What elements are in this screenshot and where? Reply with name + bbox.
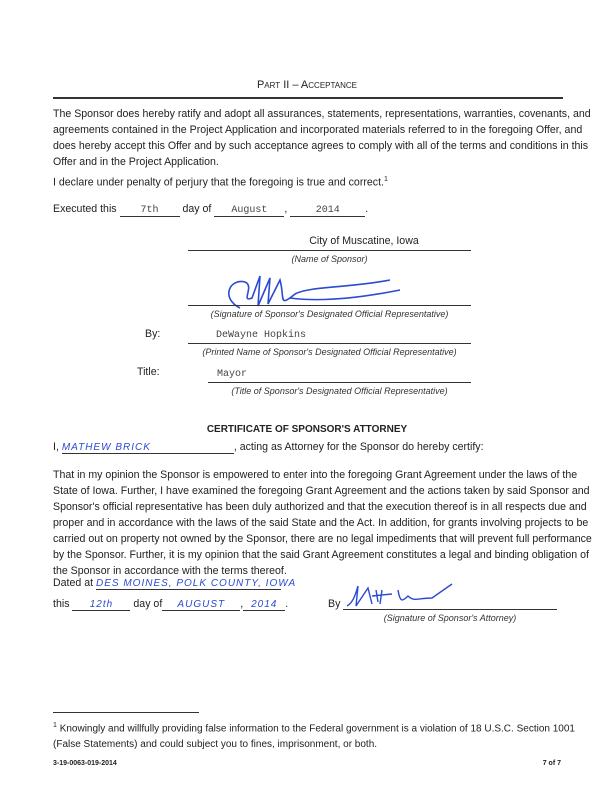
by-label: By: [145, 328, 161, 340]
printed-name-value[interactable]: DeWayne Hopkins [216, 330, 307, 341]
dated-at-line: Dated at DES MOINES, POLK COUNTY, IOWA [53, 577, 297, 589]
attorney-signature-caption: (Signature of Sponsor's Attorney) [383, 613, 517, 623]
sponsor-signature-caption: (Signature of Sponsor's Designated Official Representative) [210, 309, 449, 319]
footnote-rule [53, 712, 199, 713]
attorney-signature-line [343, 609, 557, 610]
attorney-name-field[interactable]: MATHEW BRICK [62, 442, 234, 454]
printed-name-line [188, 343, 471, 344]
title-label: Title: [137, 366, 160, 378]
sponsor-signature-line [188, 305, 471, 306]
executed-month-field[interactable]: August [214, 205, 284, 217]
certificate-paragraph: That in my opinion the Sponsor is empowered to enter into the foregoing Grant Agreement under the laws of the State of Iowa. Further, I have examined the foregoing Grant Agreement and the actions taken by said Sponsor and Sponsor's official representative has been duly authorized and that the execution thereof is in all respects due and proper and in accordance with the laws of the said State and the Act. In addition, for grants involving projects to be carried out on property not owned by the Sponsor, there are no legal impediments that will prevent full performance by the Sponsor. Further, it is my opinion that the said Grant Agreement constitutes a legal and binding obligation of the Sponsor in accordance with the terms thereof. [53, 469, 592, 577]
title-line [208, 382, 471, 383]
footnote: $^1$ Knowingly and willfully providing false information to the Federal government is a violation of 18 U.S.C. Section 1001 (False Statements) and could subject you to fines, imprisonment, or both. [53, 722, 575, 751]
heading-rule [53, 97, 563, 99]
sponsor-name: City of Muscatine, Iowa [309, 235, 419, 247]
executed-line: Executed this 7th day of August , 2014 . [53, 203, 369, 216]
attorney-day-field[interactable]: 12th [72, 599, 130, 611]
page-number: 7 of 7 [542, 760, 561, 767]
attorney-month-field[interactable]: AUGUST [162, 599, 240, 611]
section-heading: Part II – Acceptance [256, 79, 358, 91]
dated-at-field[interactable]: DES MOINES, POLK COUNTY, IOWA [96, 578, 297, 589]
attorney-signature [342, 582, 462, 608]
attorney-date-line: this 12th day of AUGUST , 2014 . [53, 598, 289, 610]
sponsor-name-caption: (Name of Sponsor) [291, 254, 368, 264]
title-caption: (Title of Sponsor's Designated Official Representative) [231, 386, 448, 396]
executed-year-field[interactable]: 2014 [290, 205, 365, 217]
perjury-declaration: I declare under penalty of perjury that the foregoing is true and correct.$^1$ [53, 176, 388, 189]
certificate-heading: CERTIFICATE OF SPONSOR'S ATTORNEY [206, 424, 408, 435]
attorney-certify-line: I, MATHEW BRICK , acting as Attorney for the Sponsor do hereby certify: [53, 441, 484, 453]
sponsor-name-line [188, 250, 471, 251]
attorney-by-label: By [328, 598, 341, 610]
document-number: 3-19-0063-019-2014 [53, 760, 117, 767]
attorney-year-field[interactable]: 2014 [243, 599, 285, 611]
title-value[interactable]: Mayor [217, 369, 248, 380]
printed-name-caption: (Printed Name of Sponsor's Designated Official Representative) [202, 347, 457, 357]
acceptance-paragraph: The Sponsor does hereby ratify and adopt all assurances, statements, representations, warranties, covenants, and agreements contained in the Project Application and incorporated materials referred to in the foregoing Offer, and does hereby accept this Offer and by such acceptance agrees to comply with all of the terms and conditions in this Offer and in the Project Application. [53, 108, 591, 168]
executed-day-field[interactable]: 7th [120, 205, 180, 217]
